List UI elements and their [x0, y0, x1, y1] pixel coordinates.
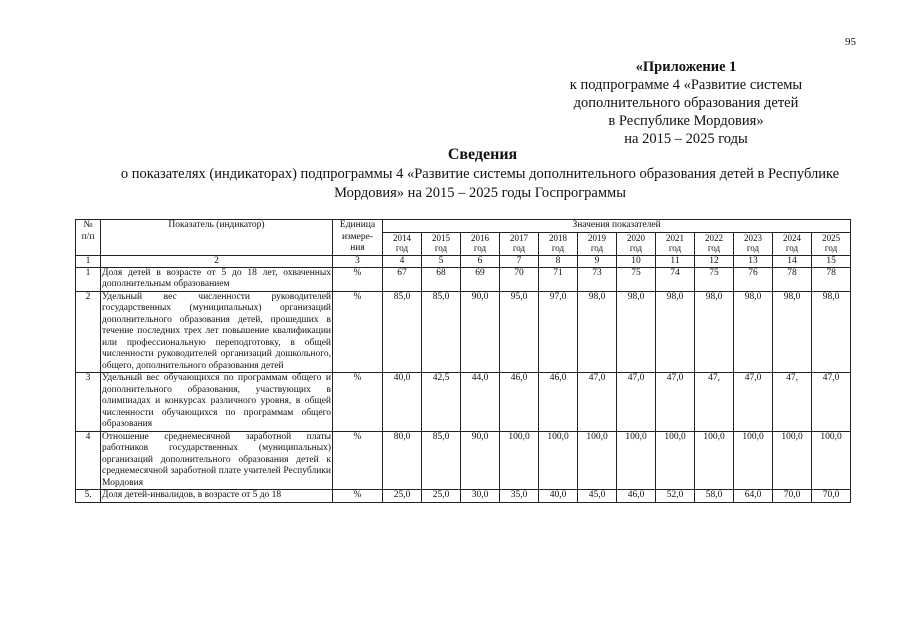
value-cell: 42,5 — [422, 373, 461, 432]
value-cell: 74 — [656, 267, 695, 291]
value-cell: 90,0 — [461, 291, 500, 373]
value-cell: 70,0 — [773, 490, 812, 503]
indicator-cell: Удельный вес обучающихся по программам общего и дополнительного образования, участвующих в олимпиадах и конкурсах различного уровня, в общей численности обучающихся по программам общего образования — [102, 373, 331, 429]
value-cell: 35,0 — [500, 490, 539, 503]
value-cell: 73 — [578, 267, 617, 291]
value-cell: 85,0 — [422, 291, 461, 373]
document-title: Сведения — [447, 146, 518, 163]
value-cell: 80,0 — [383, 431, 422, 490]
header-unit-line: ния — [350, 243, 365, 253]
value-cell: 30,0 — [461, 490, 500, 503]
appendix-line: дополнительного образования детей — [573, 95, 799, 111]
header-year — [617, 232, 656, 255]
header-year — [656, 232, 695, 255]
header-year — [695, 232, 734, 255]
column-number-cell: 6 — [461, 255, 500, 267]
value-cell: 25,0 — [383, 490, 422, 503]
table-row — [76, 373, 851, 432]
header-year-suffix: год — [551, 243, 565, 254]
value-cell: 25,0 — [422, 490, 461, 503]
header-unit — [333, 220, 383, 256]
header-year — [734, 232, 773, 255]
indicator-cell: Удельный вес численности руководителей государственных (муниципальных) организаций дополнительного образования детей, прошедших в течение последних трех лет повышение квалификации или профессиональную переподготовку, в общей численности руководителей организаций дошкольного, общего, дополнительного образования детей — [102, 291, 331, 371]
value-cell: 85,0 — [422, 431, 461, 490]
value-cell: 47,0 — [812, 373, 851, 432]
value-cell: 100,0 — [539, 431, 578, 490]
header-unit-line: Единица — [339, 220, 376, 230]
value-cell: 46,0 — [539, 373, 578, 432]
value-cell: 40,0 — [383, 373, 422, 432]
header-unit-line: измере- — [341, 231, 374, 242]
row-number-cell: 5. — [76, 490, 101, 503]
subtitle-line: Мордовия» на 2015 – 2025 годы Госпрограммы — [334, 185, 626, 201]
header-year-value: 2021 — [666, 232, 684, 243]
column-number-cell: 10 — [617, 255, 656, 267]
column-number-cell: 3 — [333, 255, 383, 267]
value-cell: 90,0 — [461, 431, 500, 490]
header-year-value: 2018 — [549, 232, 567, 243]
unit-cell: % — [333, 267, 383, 291]
column-number-cell: 1 — [76, 255, 101, 267]
appendix-line: к подпрограмме 4 «Развитие системы — [569, 77, 803, 93]
header-year-suffix: год — [746, 243, 760, 254]
table-row — [76, 490, 851, 503]
header-year-suffix: год — [473, 243, 487, 254]
unit-cell: % — [333, 490, 383, 503]
header-year-value: 2025 — [822, 232, 841, 243]
indicator-cell: Доля детей-инвалидов, в возрасте от 5 до 18 — [101, 490, 333, 503]
value-cell: 98,0 — [773, 291, 812, 373]
header-year-value: 2020 — [627, 232, 645, 243]
document-subtitle — [80, 165, 880, 203]
value-cell: 47,0 — [578, 373, 617, 432]
table-row — [76, 431, 851, 490]
value-cell: 46,0 — [500, 373, 539, 432]
value-cell: 58,0 — [695, 490, 734, 503]
value-cell: 98,0 — [617, 291, 656, 373]
value-cell: 98,0 — [734, 291, 773, 373]
value-cell: 95,0 — [500, 291, 539, 373]
subtitle-line: о показателях (индикаторах) подпрограммы 4 «Развитие системы дополнительного образования детей в Республике — [120, 166, 840, 182]
unit-cell: % — [333, 291, 383, 373]
header-year-suffix: год — [434, 243, 448, 254]
header-year-value: 2014 — [393, 232, 411, 243]
column-number-cell: 5 — [422, 255, 461, 267]
appendix-line: в Республике Мордовия» — [608, 113, 764, 129]
header-year-value: 2023 — [744, 232, 762, 243]
value-cell: 69 — [461, 267, 500, 291]
value-cell: 78 — [812, 267, 851, 291]
value-cell: 100,0 — [578, 431, 617, 490]
value-cell: 64,0 — [734, 490, 773, 503]
value-cell: 100,0 — [812, 431, 851, 490]
header-values: Значения показателей — [383, 220, 851, 233]
value-cell: 98,0 — [656, 291, 695, 373]
header-year-suffix: год — [707, 243, 721, 254]
header-year — [383, 232, 422, 255]
header-num-symbol: № — [83, 220, 93, 230]
value-cell: 47,0 — [617, 373, 656, 432]
value-cell: 85,0 — [383, 291, 422, 373]
column-number-cell: 15 — [812, 255, 851, 267]
header-year — [461, 232, 500, 255]
header-year-suffix: год — [629, 243, 643, 254]
column-number-cell: 7 — [500, 255, 539, 267]
value-cell: 75 — [695, 267, 734, 291]
value-cell: 45,0 — [578, 490, 617, 503]
header-year-value: 2016 — [471, 232, 489, 243]
value-cell: 67 — [383, 267, 422, 291]
value-cell: 52,0 — [656, 490, 695, 503]
header-indicator: Показатель (индикатор) — [101, 220, 333, 256]
column-number-cell: 8 — [539, 255, 578, 267]
column-numbers-row — [76, 255, 851, 267]
header-num — [76, 220, 101, 256]
header-year-value: 2022 — [705, 232, 723, 243]
value-cell: 78 — [773, 267, 812, 291]
value-cell: 40,0 — [539, 490, 578, 503]
header-year-value: 2015 — [432, 232, 450, 243]
unit-cell: % — [333, 373, 383, 432]
indicator-cell: Отношение среднемесячной заработной платы работников государственных (муниципальных) организаций дополнительного образования детей к среднемесячной заработной плате учителей Республики Мордовия — [102, 431, 331, 488]
unit-cell: % — [333, 431, 383, 490]
header-year — [500, 232, 539, 255]
value-cell: 98,0 — [578, 291, 617, 373]
value-cell: 100,0 — [773, 431, 812, 490]
value-cell: 98,0 — [695, 291, 734, 373]
header-year-suffix: год — [395, 243, 409, 254]
header-year — [539, 232, 578, 255]
row-number-cell: 2 — [76, 291, 101, 373]
column-number-cell: 9 — [578, 255, 617, 267]
value-cell: 100,0 — [656, 431, 695, 490]
value-cell: 100,0 — [695, 431, 734, 490]
row-number-cell: 3 — [76, 373, 101, 432]
value-cell: 47,0 — [656, 373, 695, 432]
value-cell: 70 — [500, 267, 539, 291]
column-number-cell: 12 — [695, 255, 734, 267]
value-cell: 46,0 — [617, 490, 656, 503]
header-year-suffix: год — [824, 243, 838, 254]
row-number-cell: 4 — [76, 431, 101, 490]
value-cell: 97,0 — [539, 291, 578, 373]
table-header-row — [76, 220, 851, 233]
column-number-cell: 13 — [734, 255, 773, 267]
value-cell: 100,0 — [734, 431, 773, 490]
header-year-suffix: год — [668, 243, 682, 254]
column-number-cell: 11 — [656, 255, 695, 267]
header-year — [578, 232, 617, 255]
header-year-suffix: год — [512, 243, 526, 254]
header-year — [422, 232, 461, 255]
value-cell: 76 — [734, 267, 773, 291]
page-number: 95 — [845, 36, 856, 48]
value-cell: 47, — [773, 373, 812, 432]
header-year-value: 2019 — [588, 232, 606, 243]
value-cell: 100,0 — [617, 431, 656, 490]
header-year-value: 2024 — [783, 232, 801, 243]
value-cell: 100,0 — [500, 431, 539, 490]
header-year-value: 2017 — [510, 232, 528, 243]
header-year-suffix: год — [785, 243, 799, 254]
header-year-suffix: год — [590, 243, 604, 254]
value-cell: 47, — [695, 373, 734, 432]
value-cell: 71 — [539, 267, 578, 291]
appendix-line: на 2015 – 2025 годы — [624, 131, 748, 147]
row-number-cell: 1 — [76, 267, 101, 291]
appendix-title: «Приложение 1 — [635, 59, 737, 75]
table-row — [76, 291, 851, 373]
header-year — [812, 232, 851, 255]
column-number-cell: 2 — [101, 255, 333, 267]
appendix-block — [541, 58, 831, 148]
header-year — [773, 232, 812, 255]
indicator-cell: Доля детей в возрасте от 5 до 18 лет, охваченных дополнительным образованием — [102, 267, 331, 289]
table-row — [76, 267, 851, 291]
header-num-abbr: п/п — [81, 231, 95, 242]
value-cell: 47,0 — [734, 373, 773, 432]
value-cell: 44,0 — [461, 373, 500, 432]
value-cell: 75 — [617, 267, 656, 291]
column-number-cell: 4 — [383, 255, 422, 267]
indicators-table — [75, 219, 851, 503]
column-number-cell: 14 — [773, 255, 812, 267]
value-cell: 68 — [422, 267, 461, 291]
value-cell: 70,0 — [812, 490, 851, 503]
value-cell: 98,0 — [812, 291, 851, 373]
